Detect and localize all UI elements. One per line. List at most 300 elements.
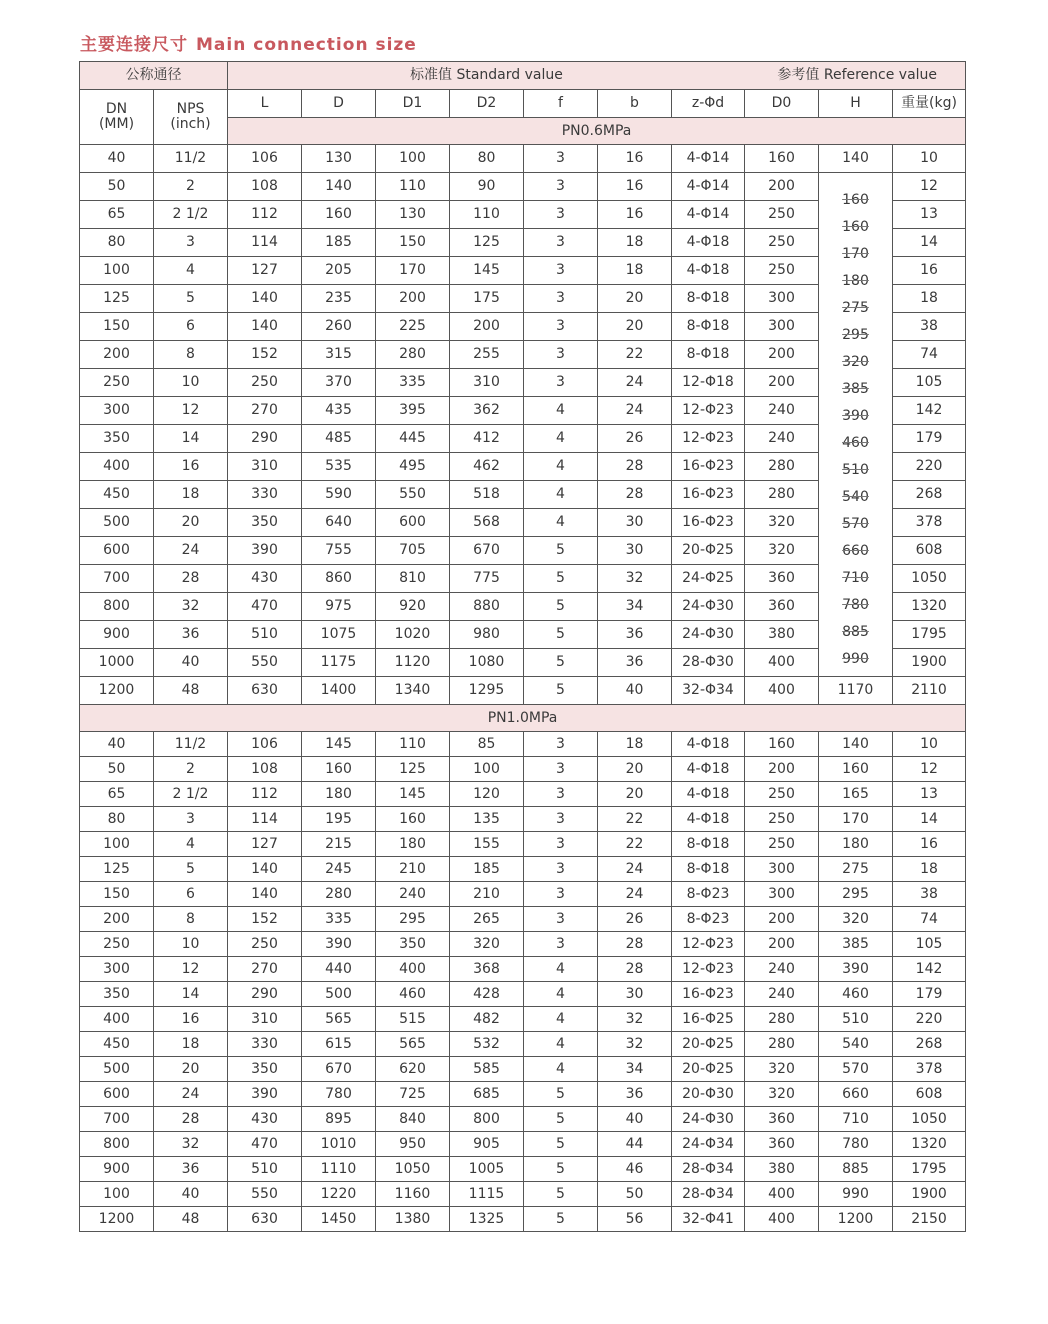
- cell-d: 895: [302, 1107, 376, 1132]
- cell-h: 990: [819, 1182, 893, 1207]
- cell-d: 195: [302, 807, 376, 832]
- cell-h: 540: [819, 1032, 893, 1057]
- cell-d2: 1115: [450, 1182, 524, 1207]
- cell-d0: 250: [745, 201, 819, 229]
- cell-d0: 280: [745, 453, 819, 481]
- cell-nps: 5: [154, 285, 228, 313]
- cell-nps: 12: [154, 397, 228, 425]
- cell-d1: 515: [376, 1007, 450, 1032]
- cell-d2: 518: [450, 481, 524, 509]
- cell-b: 20: [598, 313, 672, 341]
- cell-z-d: 8-Φ18: [672, 313, 745, 341]
- cell-dn: 1200: [80, 1207, 154, 1232]
- cell-h: 390: [819, 957, 893, 982]
- cell-d0: 250: [745, 832, 819, 857]
- cell-f: 4: [524, 1057, 598, 1082]
- cell-d0: 200: [745, 369, 819, 397]
- cell-z-d: 20-Φ25: [672, 537, 745, 565]
- col-header-h: H: [819, 90, 893, 118]
- cell-h: 710: [819, 1107, 893, 1132]
- cell-z-d: 4-Φ18: [672, 257, 745, 285]
- table-row: [80, 1007, 966, 1032]
- cell-b: 20: [598, 782, 672, 807]
- cell-dn: 250: [80, 369, 154, 397]
- cell-d0: 200: [745, 932, 819, 957]
- cell-d1: 810: [376, 565, 450, 593]
- cell-h: 295: [819, 882, 893, 907]
- cell-f: 3: [524, 201, 598, 229]
- title-zh: 主要连接尺寸: [80, 35, 188, 55]
- dn-unit: (MM): [98, 116, 135, 132]
- h-stack-value: 320: [842, 354, 869, 370]
- cell-weight: 378: [893, 509, 966, 537]
- cell-d2: 100: [450, 757, 524, 782]
- cell-l: 310: [228, 1007, 302, 1032]
- col-header-f: f: [524, 90, 598, 118]
- cell-d: 440: [302, 957, 376, 982]
- cell-b: 34: [598, 593, 672, 621]
- cell-d0: 200: [745, 757, 819, 782]
- cell-weight: 179: [893, 425, 966, 453]
- cell-d0: 400: [745, 649, 819, 677]
- cell-l: 112: [228, 201, 302, 229]
- cell-d2: 185: [450, 857, 524, 882]
- cell-nps: 10: [154, 932, 228, 957]
- cell-z-d: 4-Φ18: [672, 229, 745, 257]
- cell-d: 640: [302, 509, 376, 537]
- cell-d0: 400: [745, 677, 819, 705]
- cell-l: 127: [228, 257, 302, 285]
- cell-h: 510: [819, 1007, 893, 1032]
- cell-weight: 14: [893, 229, 966, 257]
- cell-f: 4: [524, 509, 598, 537]
- cell-l: 470: [228, 1132, 302, 1157]
- cell-weight: 220: [893, 453, 966, 481]
- cell-nps: 40: [154, 649, 228, 677]
- cell-d: 1400: [302, 677, 376, 705]
- cell-b: 28: [598, 453, 672, 481]
- cell-dn: 800: [80, 1132, 154, 1157]
- table-row: [80, 782, 966, 807]
- cell-h: 160: [819, 757, 893, 782]
- cell-l: 330: [228, 1032, 302, 1057]
- cell-d1: 1020: [376, 621, 450, 649]
- cell-f: 4: [524, 1032, 598, 1057]
- cell-l: 630: [228, 677, 302, 705]
- cell-d: 500: [302, 982, 376, 1007]
- cell-f: 3: [524, 173, 598, 201]
- cell-weight: 1050: [893, 1107, 966, 1132]
- cell-d2: 1005: [450, 1157, 524, 1182]
- cell-b: 18: [598, 257, 672, 285]
- cell-l: 140: [228, 285, 302, 313]
- cell-l: 108: [228, 173, 302, 201]
- cell-d1: 180: [376, 832, 450, 857]
- cell-nps: 2: [154, 757, 228, 782]
- cell-d: 160: [302, 201, 376, 229]
- cell-f: 5: [524, 537, 598, 565]
- cell-d0: 200: [745, 907, 819, 932]
- cell-d: 280: [302, 882, 376, 907]
- cell-z-d: 4-Φ18: [672, 807, 745, 832]
- cell-l: 310: [228, 453, 302, 481]
- cell-d: 1175: [302, 649, 376, 677]
- cell-d2: 585: [450, 1057, 524, 1082]
- table-row: [80, 907, 966, 932]
- h-stack-value: 990: [842, 651, 869, 667]
- cell-d0: 160: [745, 145, 819, 173]
- h-merged-cell: [819, 173, 893, 677]
- cell-l: 152: [228, 341, 302, 369]
- cell-b: 26: [598, 425, 672, 453]
- cell-dn: 80: [80, 807, 154, 832]
- cell-d: 160: [302, 757, 376, 782]
- cell-d: 235: [302, 285, 376, 313]
- cell-d: 145: [302, 732, 376, 757]
- cell-d1: 125: [376, 757, 450, 782]
- cell-d1: 620: [376, 1057, 450, 1082]
- cell-z-d: 8-Φ18: [672, 832, 745, 857]
- cell-d: 370: [302, 369, 376, 397]
- cell-d2: 980: [450, 621, 524, 649]
- cell-l: 152: [228, 907, 302, 932]
- cell-d1: 395: [376, 397, 450, 425]
- cell-l: 430: [228, 1107, 302, 1132]
- table-row: [80, 982, 966, 1007]
- dn-label: DN: [105, 101, 128, 117]
- table-row: [80, 957, 966, 982]
- cell-d1: 840: [376, 1107, 450, 1132]
- cell-weight: 1795: [893, 621, 966, 649]
- cell-dn: 700: [80, 565, 154, 593]
- cell-f: 4: [524, 453, 598, 481]
- cell-d2: 412: [450, 425, 524, 453]
- cell-dn: 250: [80, 932, 154, 957]
- nps-label: NPS: [176, 101, 205, 117]
- table-row: [80, 832, 966, 857]
- cell-d: 615: [302, 1032, 376, 1057]
- cell-weight: 13: [893, 201, 966, 229]
- cell-l: 550: [228, 1182, 302, 1207]
- cell-d0: 280: [745, 1007, 819, 1032]
- cell-z-d: 16-Φ23: [672, 453, 745, 481]
- cell-nps: 2 1/2: [154, 782, 228, 807]
- cell-dn: 350: [80, 425, 154, 453]
- cell-f: 4: [524, 1007, 598, 1032]
- h-stack-value: 390: [842, 408, 869, 424]
- cell-b: 28: [598, 957, 672, 982]
- cell-f: 5: [524, 565, 598, 593]
- cell-z-d: 24-Φ34: [672, 1132, 745, 1157]
- cell-d1: 210: [376, 857, 450, 882]
- cell-d2: 368: [450, 957, 524, 982]
- cell-d1: 1380: [376, 1207, 450, 1232]
- cell-b: 16: [598, 173, 672, 201]
- cell-d: 215: [302, 832, 376, 857]
- cell-nps: 32: [154, 593, 228, 621]
- cell-h: 1200: [819, 1207, 893, 1232]
- cell-d1: 705: [376, 537, 450, 565]
- cell-dn: 100: [80, 832, 154, 857]
- cell-l: 106: [228, 732, 302, 757]
- cell-d1: 445: [376, 425, 450, 453]
- cell-z-d: 4-Φ14: [672, 173, 745, 201]
- table-row: [80, 677, 966, 705]
- cell-d0: 320: [745, 1082, 819, 1107]
- h-stack-value: 275: [842, 300, 869, 316]
- cell-d1: 600: [376, 509, 450, 537]
- cell-z-d: 16-Φ23: [672, 982, 745, 1007]
- cell-d2: 1295: [450, 677, 524, 705]
- cell-d2: 120: [450, 782, 524, 807]
- cell-dn: 500: [80, 509, 154, 537]
- cell-weight: 2150: [893, 1207, 966, 1232]
- col-header-d2: D2: [450, 90, 524, 118]
- cell-weight: 608: [893, 537, 966, 565]
- cell-z-d: 4-Φ14: [672, 145, 745, 173]
- cell-f: 5: [524, 621, 598, 649]
- cell-d: 185: [302, 229, 376, 257]
- table-row: [80, 857, 966, 882]
- table-row: [80, 1132, 966, 1157]
- cell-weight: 18: [893, 857, 966, 882]
- cell-z-d: 32-Φ34: [672, 677, 745, 705]
- cell-f: 3: [524, 832, 598, 857]
- cell-weight: 220: [893, 1007, 966, 1032]
- cell-d0: 240: [745, 397, 819, 425]
- cell-f: 3: [524, 932, 598, 957]
- cell-d0: 200: [745, 341, 819, 369]
- cell-d0: 300: [745, 882, 819, 907]
- cell-l: 250: [228, 932, 302, 957]
- pn06-body: [80, 145, 966, 705]
- cell-dn: 65: [80, 201, 154, 229]
- cell-z-d: 16-Φ25: [672, 1007, 745, 1032]
- cell-nps: 40: [154, 1182, 228, 1207]
- h-stack-value: 780: [842, 597, 869, 613]
- cell-b: 22: [598, 807, 672, 832]
- cell-d1: 170: [376, 257, 450, 285]
- cell-z-d: 4-Φ18: [672, 757, 745, 782]
- cell-f: 3: [524, 313, 598, 341]
- cell-dn: 100: [80, 257, 154, 285]
- col-header-d1: D1: [376, 90, 450, 118]
- col-header-b: b: [598, 90, 672, 118]
- cell-dn: 200: [80, 341, 154, 369]
- cell-b: 28: [598, 932, 672, 957]
- table-row: [80, 1207, 966, 1232]
- h-stack-value: 570: [842, 516, 869, 532]
- cell-nps: 14: [154, 425, 228, 453]
- cell-d1: 295: [376, 907, 450, 932]
- cell-l: 114: [228, 807, 302, 832]
- section-header-pn06: PN0.6MPa: [228, 118, 966, 145]
- h-stack-value: 510: [842, 462, 869, 478]
- cell-dn: 125: [80, 285, 154, 313]
- cell-d2: 255: [450, 341, 524, 369]
- cell-d1: 1050: [376, 1157, 450, 1182]
- page-title: [80, 30, 417, 55]
- cell-nps: 14: [154, 982, 228, 1007]
- cell-l: 106: [228, 145, 302, 173]
- h-stack-value: 460: [842, 435, 869, 451]
- cell-d: 535: [302, 453, 376, 481]
- cell-f: 4: [524, 957, 598, 982]
- cell-nps: 36: [154, 621, 228, 649]
- cell-d1: 335: [376, 369, 450, 397]
- cell-weight: 38: [893, 313, 966, 341]
- dn-header: [80, 90, 154, 145]
- cell-b: 24: [598, 369, 672, 397]
- cell-weight: 268: [893, 1032, 966, 1057]
- cell-d: 1450: [302, 1207, 376, 1232]
- table-row: [80, 807, 966, 832]
- cell-dn: 500: [80, 1057, 154, 1082]
- cell-nps: 4: [154, 257, 228, 285]
- cell-nps: 3: [154, 807, 228, 832]
- cell-l: 550: [228, 649, 302, 677]
- cell-l: 350: [228, 1057, 302, 1082]
- nps-unit: (inch): [170, 116, 211, 132]
- cell-h: 780: [819, 1132, 893, 1157]
- cell-z-d: 8-Φ18: [672, 857, 745, 882]
- cell-dn: 300: [80, 957, 154, 982]
- cell-z-d: 20-Φ25: [672, 1032, 745, 1057]
- cell-z-d: 4-Φ18: [672, 732, 745, 757]
- cell-nps: 16: [154, 1007, 228, 1032]
- cell-b: 44: [598, 1132, 672, 1157]
- cell-d0: 240: [745, 982, 819, 1007]
- cell-d1: 725: [376, 1082, 450, 1107]
- cell-nps: 8: [154, 907, 228, 932]
- cell-dn: 1000: [80, 649, 154, 677]
- cell-h: 140: [819, 732, 893, 757]
- table-row: [80, 932, 966, 957]
- cell-f: 3: [524, 229, 598, 257]
- cell-nps: 12: [154, 957, 228, 982]
- cell-d1: 950: [376, 1132, 450, 1157]
- cell-d1: 150: [376, 229, 450, 257]
- cell-f: 3: [524, 757, 598, 782]
- cell-d: 860: [302, 565, 376, 593]
- cell-d: 565: [302, 1007, 376, 1032]
- cell-weight: 1320: [893, 1132, 966, 1157]
- cell-d1: 145: [376, 782, 450, 807]
- cell-dn: 350: [80, 982, 154, 1007]
- cell-d2: 155: [450, 832, 524, 857]
- cell-d2: 568: [450, 509, 524, 537]
- cell-d1: 350: [376, 932, 450, 957]
- cell-weight: 142: [893, 957, 966, 982]
- cell-nps: 18: [154, 481, 228, 509]
- cell-weight: 105: [893, 369, 966, 397]
- cell-weight: 12: [893, 173, 966, 201]
- cell-l: 390: [228, 1082, 302, 1107]
- cell-d1: 460: [376, 982, 450, 1007]
- cell-d: 1110: [302, 1157, 376, 1182]
- cell-h: 660: [819, 1082, 893, 1107]
- cell-f: 4: [524, 481, 598, 509]
- cell-weight: 14: [893, 807, 966, 832]
- cell-nps: 48: [154, 1207, 228, 1232]
- cell-dn: 600: [80, 537, 154, 565]
- title-en: Main connection size: [196, 35, 417, 55]
- cell-weight: 105: [893, 932, 966, 957]
- cell-nps: 3: [154, 229, 228, 257]
- table-row: [80, 1082, 966, 1107]
- cell-f: 3: [524, 145, 598, 173]
- cell-d: 390: [302, 932, 376, 957]
- cell-b: 20: [598, 757, 672, 782]
- cell-dn: 400: [80, 453, 154, 481]
- cell-nps: 24: [154, 1082, 228, 1107]
- connection-size-table: [79, 61, 966, 1232]
- cell-d1: 550: [376, 481, 450, 509]
- table-row: [80, 882, 966, 907]
- cell-d1: 1340: [376, 677, 450, 705]
- cell-d1: 110: [376, 173, 450, 201]
- cell-dn: 300: [80, 397, 154, 425]
- cell-d2: 135: [450, 807, 524, 832]
- cell-d1: 1160: [376, 1182, 450, 1207]
- cell-l: 108: [228, 757, 302, 782]
- cell-b: 24: [598, 882, 672, 907]
- cell-z-d: 24-Φ30: [672, 593, 745, 621]
- cell-d: 180: [302, 782, 376, 807]
- h-stack-value: 170: [842, 246, 869, 262]
- cell-d0: 250: [745, 229, 819, 257]
- cell-f: 5: [524, 1107, 598, 1132]
- cell-d1: 130: [376, 201, 450, 229]
- h-stack-value: 385: [842, 381, 869, 397]
- cell-d1: 240: [376, 882, 450, 907]
- value-group-header: [228, 62, 966, 90]
- cell-z-d: 32-Φ41: [672, 1207, 745, 1232]
- cell-d2: 175: [450, 285, 524, 313]
- cell-dn: 400: [80, 1007, 154, 1032]
- cell-f: 5: [524, 1157, 598, 1182]
- h-value-stack: [819, 173, 892, 673]
- cell-d1: 110: [376, 732, 450, 757]
- cell-l: 140: [228, 882, 302, 907]
- cell-f: 3: [524, 807, 598, 832]
- cell-d: 1075: [302, 621, 376, 649]
- cell-d0: 250: [745, 807, 819, 832]
- cell-d: 485: [302, 425, 376, 453]
- cell-b: 46: [598, 1157, 672, 1182]
- table-row: [80, 1157, 966, 1182]
- cell-d: 205: [302, 257, 376, 285]
- cell-b: 40: [598, 677, 672, 705]
- cell-dn: 50: [80, 757, 154, 782]
- cell-z-d: 28-Φ30: [672, 649, 745, 677]
- cell-d: 260: [302, 313, 376, 341]
- cell-nps: 6: [154, 313, 228, 341]
- cell-z-d: 16-Φ23: [672, 509, 745, 537]
- cell-z-d: 24-Φ30: [672, 1107, 745, 1132]
- cell-b: 28: [598, 481, 672, 509]
- cell-z-d: 20-Φ25: [672, 1057, 745, 1082]
- cell-d0: 400: [745, 1182, 819, 1207]
- cell-l: 250: [228, 369, 302, 397]
- cell-dn: 450: [80, 1032, 154, 1057]
- cell-d2: 310: [450, 369, 524, 397]
- cell-d0: 240: [745, 425, 819, 453]
- cell-f: 3: [524, 341, 598, 369]
- cell-d2: 685: [450, 1082, 524, 1107]
- cell-d2: 462: [450, 453, 524, 481]
- cell-d: 315: [302, 341, 376, 369]
